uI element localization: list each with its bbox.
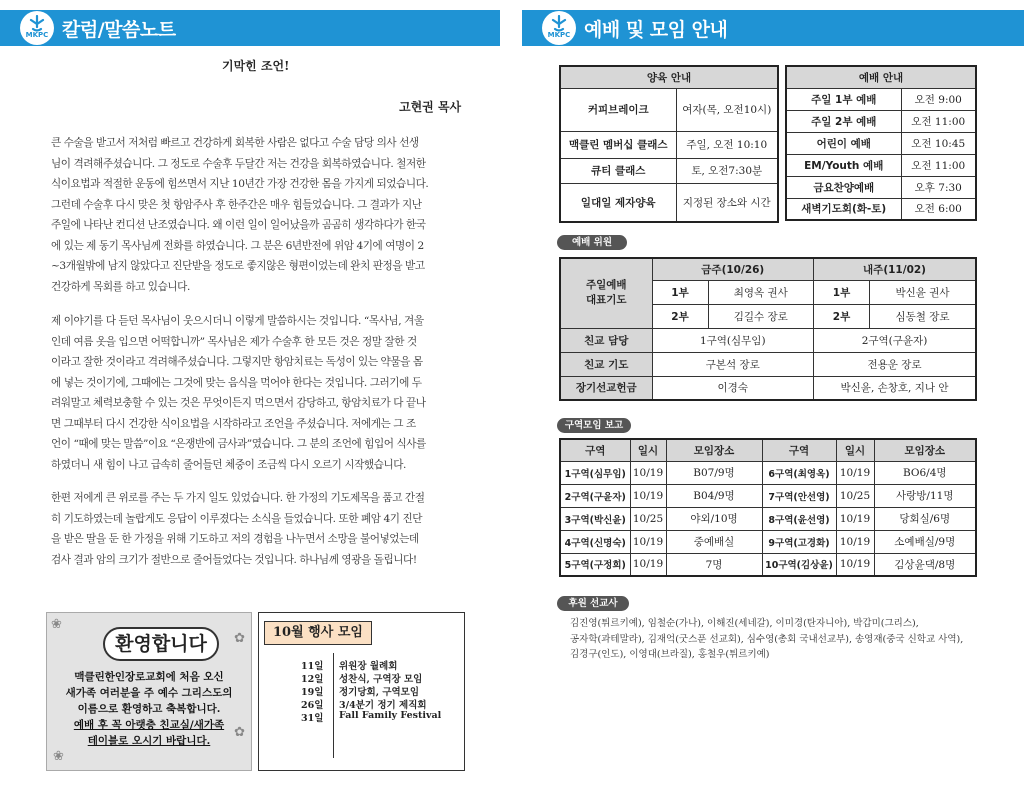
meeting-date: 10/25 (630, 507, 666, 530)
servants-tag: 예배 위원 (557, 235, 627, 250)
nurture-time: 토, 오전7:30분 (676, 158, 778, 183)
meeting-date: 10/19 (630, 484, 666, 507)
article-line: 님이 격려해주셨습니다. 그 정도로 수술후 두달간 저는 건강을 회복하였습니다. 철저한 (51, 157, 426, 170)
events-title: 10월 행사 모임 (264, 621, 372, 645)
article-paragraph-1 (51, 133, 463, 297)
meeting-date: 10/19 (630, 530, 666, 553)
date-col-header: 일시 (836, 439, 874, 461)
missionaries-line: 김진영(튀르키예), 임철순(가나), 이해진(세네갈), 이미경(탄자니아), 박갑미(그리스), (570, 618, 919, 629)
event-date: 26일 (301, 700, 324, 711)
article-paragraph-2 (51, 311, 463, 475)
event-name: 위원장 월례회 (339, 661, 398, 672)
meeting-place: 당회실/6명 (874, 507, 976, 530)
district-name: 9구역(고경화) (762, 530, 836, 553)
this-week-header: 금주(10/26) (652, 258, 814, 280)
district-name: 1구역(심무임) (560, 461, 630, 484)
meeting-date: 10/19 (630, 553, 666, 576)
meeting-place: B07/9명 (666, 461, 762, 484)
article-line: 을 받은 딸을 둔 한 가정을 위해 기도하고 저의 경험을 나누면서 소망을 불어넣었는데 (51, 533, 419, 545)
missionaries-line: 공자학(과테말라), 김재억(굿스푼 선교회), 심수영(총회 국내선교부), 송영재(중국 신학교 사역), (570, 633, 964, 645)
fellowship-next: 2구역(구윤자) (814, 328, 976, 352)
missionaries-line: 김경구(인도), 이영대(브라질), 홍철우(튀르키예) (570, 649, 770, 660)
article-line: 에 넣는 것이기에, 그때에는 그것에 맞는 음식을 먹어야 한다는 것입니다. 그러기에 두 (51, 376, 422, 389)
worship-table (785, 65, 977, 221)
church-logo-icon (542, 11, 576, 45)
missionaries-list (570, 616, 990, 663)
worship-name: EM/Youth 예배 (786, 154, 901, 176)
meeting-date: 10/19 (836, 461, 874, 484)
next-week-second: 심동철 장로 (870, 304, 976, 328)
article-line: 검사 결과 암의 크기가 절반으로 줄어들었다는 것입니다. 하나님께 영광을 돌립니다! (51, 553, 417, 566)
worship-name: 새벽기도회(화-토) (786, 198, 901, 220)
event-date: 12일 (301, 674, 324, 685)
next-week-first: 박신윤 권사 (870, 280, 976, 304)
meeting-date: 10/19 (836, 507, 874, 530)
district-col-header: 구역 (560, 439, 630, 461)
place-col-header: 모임장소 (666, 439, 762, 461)
district-name: 3구역(박신윤) (560, 507, 630, 530)
worship-time: 오전 6:00 (901, 198, 976, 220)
welcome-line: 이름으로 환영하고 축복합니다. (77, 703, 221, 715)
nurture-header: 양육 안내 (560, 66, 778, 88)
district-name: 7구역(안선영) (762, 484, 836, 507)
article-line: 히 기도하였는데 놀랍게도 응답이 이루졌다는 소식을 들었습니다. 또한 폐암 4기 진단 (51, 512, 423, 525)
district-name: 2구역(구윤자) (560, 484, 630, 507)
this-week-second: 김길수 장로 (708, 304, 814, 328)
article-line: 한편 저에게 큰 위로를 주는 두 가지 일도 있었습니다. 한 가정의 기도제목을 품고 간절 (51, 492, 425, 504)
flower-icon: ✿ (234, 631, 245, 646)
district-col-header: 구역 (762, 439, 836, 461)
place-col-header: 모임장소 (874, 439, 976, 461)
districts-table (559, 438, 977, 577)
district-name: 8구역(윤선영) (762, 507, 836, 530)
worship-name: 주일 1부 예배 (786, 88, 901, 110)
next-week-header: 내주(11/02) (814, 258, 976, 280)
meeting-place: 중예배실 (666, 530, 762, 553)
worship-name: 금요찬양예배 (786, 176, 901, 198)
article-line: 건강하게 목회를 하고 있습니다. (51, 280, 190, 293)
nurture-name: 맥클린 멤버십 클래스 (560, 131, 676, 158)
meeting-date: 10/25 (836, 484, 874, 507)
meeting-place: 소예배실/9명 (874, 530, 976, 553)
welcome-line-underlined: 테이블로 오시기 바랍니다. (87, 735, 211, 747)
article-paragraph-3 (51, 488, 463, 570)
fellowship-prayer-next: 전용운 장로 (814, 352, 976, 376)
event-name: 정기당회, 구역모임 (339, 687, 420, 698)
article-line: 언이 “때에 맞는 말씀”이요 “은쟁반에 금사과”였습니다. 그 분의 조언에 힘입어 식사를 (51, 438, 426, 450)
meeting-place: B04/9명 (666, 484, 762, 507)
event-date: 11일 (301, 661, 324, 672)
nurture-name: 큐티 클래스 (560, 158, 676, 183)
mission-offering-this: 이경숙 (652, 376, 814, 400)
event-name: Fall Family Festival (339, 710, 442, 721)
welcome-box (46, 612, 252, 771)
article-line: 려워말고 체력보충할 수 있는 것은 무엇이든지 먹으면서 감당하고, 항암치료가 다 끝나 (51, 397, 426, 409)
service-2-label: 2부 (652, 304, 708, 328)
article-line: 하였더니 새 힘이 나고 급속히 줄어들던 체중이 조금씩 다시 오르기 시작했습니다. (51, 458, 406, 471)
welcome-line-underlined: 예배 후 꼭 아랫층 친교실/새가족 (73, 719, 225, 731)
worship-time: 오전 11:00 (901, 154, 976, 176)
article-title: 기막힌 조언! (222, 59, 290, 73)
article-line: 에 있는 제 동기 목사님께 전화를 하였습니다. 그 분은 6년반전에 위암 4기에 여명이 2 (51, 239, 424, 252)
worship-time: 오전 10:45 (901, 132, 976, 154)
article-line: ~3개월밖에 남지 않았다고 진단받을 정도로 좋지않은 형편이었는데 완치 판정을 받고 (51, 260, 425, 272)
nurture-time: 지정된 장소와 시간 (676, 183, 778, 222)
nurture-time: 주일, 오전 10:10 (676, 131, 778, 158)
rep-prayer-label: 주일예배 대표기도 (560, 258, 652, 328)
mission-offering-next: 박신윤, 손창호, 지나 안 (814, 376, 976, 400)
welcome-line: 맥클린한인장로교회에 처음 오신 (74, 671, 224, 683)
service-2-label: 2부 (814, 304, 870, 328)
worship-name: 주일 2부 예배 (786, 110, 901, 132)
event-date: 19일 (301, 687, 324, 698)
nurture-name: 커피브레이크 (560, 88, 676, 131)
article-line: 인데 여름 옷을 입으면 어떡합니까” 목사님은 제가 수술후 한 모든 것은 정말 잘한 것 (51, 335, 417, 348)
worship-name: 어린이 예배 (786, 132, 901, 154)
welcome-line (57, 717, 241, 733)
welcome-message (57, 669, 241, 749)
worship-time: 오전 11:00 (901, 110, 976, 132)
left-section-title: 칼럼/말씀노트 (62, 18, 176, 41)
missionaries-tag: 후원 선교사 (557, 596, 629, 611)
service-1-label: 1부 (814, 280, 870, 304)
article-line: 주일에 나타난 컨디션 난조였습니다. 왜 이런 일이 일어났을까 곰곰히 생각하다가 한국 (51, 219, 426, 231)
districts-tag: 구역모임 보고 (557, 418, 631, 433)
table-row (560, 461, 976, 484)
meeting-date: 10/19 (836, 530, 874, 553)
worship-header: 예배 안내 (786, 66, 976, 88)
meeting-place: BO6/4명 (874, 461, 976, 484)
servants-table (559, 257, 977, 401)
district-name: 5구역(구정희) (560, 553, 630, 576)
district-name: 4구역(신명숙) (560, 530, 630, 553)
article-line: 그런데 수술후 다시 맞은 첫 항암주사 후 한주간은 매우 힘들었습니다. 그 결과가 지난 (51, 198, 422, 211)
table-row (560, 553, 976, 576)
article-line: 식이요법과 적절한 운동에 힘쓰면서 지난 10년간 가장 건강한 몸을 가지게 되었습니다. (51, 178, 429, 190)
this-week-first: 최영옥 권사 (708, 280, 814, 304)
meeting-place: 김상윤댁/8명 (874, 553, 976, 576)
october-events-box (258, 612, 465, 771)
meeting-date: 10/19 (836, 553, 874, 576)
meeting-place: 7명 (666, 553, 762, 576)
welcome-line (57, 733, 241, 749)
district-name: 6구역(최영옥) (762, 461, 836, 484)
right-header-bar (522, 10, 1024, 46)
fellowship-label: 친교 담당 (560, 328, 652, 352)
event-name: 성찬식, 구역장 모임 (339, 674, 423, 685)
article-author: 고현권 목사 (399, 100, 462, 114)
fellowship-prayer-label: 친교 기도 (560, 352, 652, 376)
nurture-time: 여자(목, 오전10시) (676, 88, 778, 131)
logo-text: MKPC (25, 31, 49, 39)
meeting-date: 10/19 (630, 461, 666, 484)
left-header-bar (0, 10, 500, 46)
flower-icon: ❀ (53, 749, 64, 764)
article-line: 제 이야기를 다 듣던 목사님이 웃으시더니 이렇게 말씀하시는 것입니다. “목사님, 겨울 (51, 315, 424, 327)
nurture-name: 일대일 제자양육 (560, 183, 676, 222)
fellowship-this: 1구역(심무임) (652, 328, 814, 352)
nurture-table (559, 65, 779, 223)
date-col-header: 일시 (630, 439, 666, 461)
article-line: 면 그때부터 다시 건강한 식이요법을 시작하라고 조언을 주셨습니다. 저에게는 그 조 (51, 417, 416, 430)
event-name: 3/4분기 정기 제직회 (339, 700, 427, 711)
table-row (560, 507, 976, 530)
worship-time: 오후 7:30 (901, 176, 976, 198)
mission-offering-label: 장기선교헌금 (560, 376, 652, 400)
service-1-label: 1부 (652, 280, 708, 304)
district-name: 10구역(김상윤) (762, 553, 836, 576)
article-line: 큰 수술을 받고서 저처럼 빠르고 건강하게 회복한 사람은 없다고 수술 담당 의사 선생 (51, 137, 419, 149)
article-line: 이라고 잘한 것이라고 격려해주셨습니다. 그렇지만 항암치료는 독성이 있는 약물을 몸 (51, 356, 423, 368)
table-row (560, 484, 976, 507)
welcome-title: 환영합니다 (103, 627, 219, 661)
meeting-place: 야외/10명 (666, 507, 762, 530)
church-logo-icon (20, 11, 54, 45)
worship-time: 오전 9:00 (901, 88, 976, 110)
table-row (560, 530, 976, 553)
flower-icon: ✿ (234, 725, 245, 740)
fellowship-prayer-this: 구본석 장로 (652, 352, 814, 376)
event-date: 31일 (301, 713, 324, 724)
welcome-line: 새가족 여러분을 주 예수 그리스도의 (65, 687, 233, 699)
logo-text: MKPC (547, 31, 571, 39)
right-section-title: 예배 및 모임 안내 (584, 18, 728, 41)
events-divider (333, 653, 334, 758)
meeting-place: 사랑방/11명 (874, 484, 976, 507)
flower-icon: ❀ (51, 617, 62, 632)
